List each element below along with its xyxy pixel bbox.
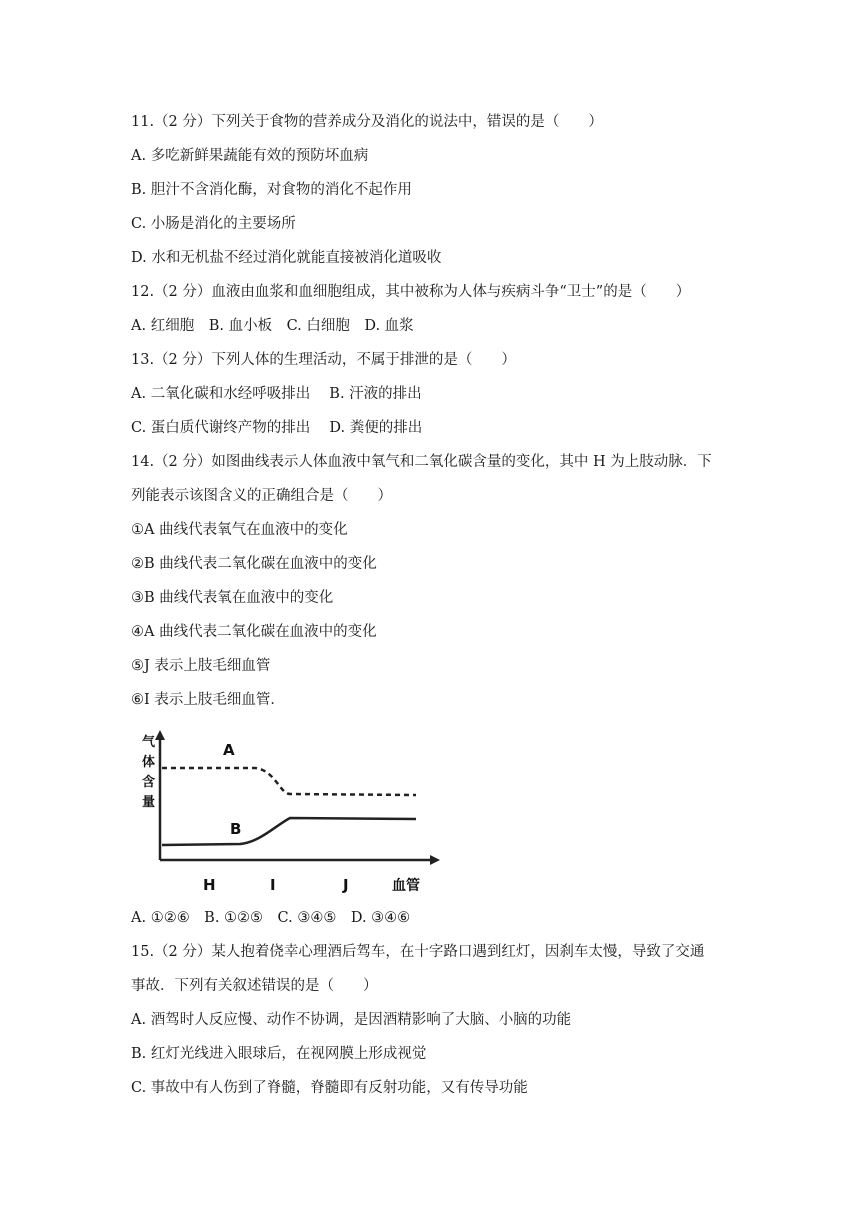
question-14-statement-4: ④A 曲线代表二氧化碳在血液中的变化 xyxy=(131,624,377,640)
question-13-stem: 13.（2 分）下列人体的生理活动，不属于排泄的是（ ） xyxy=(131,352,516,368)
question-11-option-c: C. 小肠是消化的主要场所 xyxy=(131,216,296,232)
question-15-stem-line-1: 15.（2 分）某人抱着侥幸心理酒后驾车，在十字路口遇到红灯，因刹车太慢，导致了交通 xyxy=(131,944,705,960)
curve-a-label: A xyxy=(223,741,235,759)
question-11-option-b: B. 胆汁不含消化酶，对食物的消化不起作用 xyxy=(131,182,412,198)
x-tick-i: I xyxy=(270,876,276,894)
curve-a xyxy=(162,768,416,795)
question-14-statement-1: ①A 曲线代表氧气在血液中的变化 xyxy=(131,522,348,538)
question-15-option-c: C. 事故中有人伤到了脊髓，脊髓即有反射功能，又有传导功能 xyxy=(131,1080,528,1096)
curve-b xyxy=(162,818,416,845)
question-15-option-a: A. 酒驾时人反应慢、动作不协调，是因酒精影响了大脑、小脑的功能 xyxy=(131,1012,572,1028)
x-axis-arrow-icon xyxy=(430,855,440,865)
question-14-stem-line-2: 列能表示该图含义的正确组合是（ ） xyxy=(131,488,392,504)
question-14-statement-5: ⑤J 表示上肢毛细血管 xyxy=(131,658,271,674)
question-11-option-d: D. 水和无机盐不经过消化就能直接被消化道吸收 xyxy=(131,250,442,266)
question-11-option-a: A. 多吃新鲜果蔬能有效的预防坏血病 xyxy=(131,148,369,164)
question-14-statement-2: ②B 曲线代表二氧化碳在血液中的变化 xyxy=(131,556,377,572)
x-tick-j: J xyxy=(343,876,349,894)
y-axis-label-char-4: 量 xyxy=(142,795,156,810)
question-14-options: A. ①②⑥ B. ①②⑤ C. ③④⑤ D. ③④⑥ xyxy=(131,910,411,926)
question-13-options-row-2: C. 蛋白质代谢终产物的排出 D. 粪便的排出 xyxy=(131,420,423,436)
question-11-stem: 11.（2 分）下列关于食物的营养成分及消化的说法中，错误的是（ ） xyxy=(131,114,603,130)
x-tick-h: H xyxy=(203,876,216,894)
question-12-stem: 12.（2 分）血液由血浆和血细胞组成，其中被称为人体与疾病斗争“卫士”的是（ ） xyxy=(131,284,691,300)
y-axis-label-char-3: 含 xyxy=(142,775,156,790)
gas-content-figure xyxy=(140,728,460,898)
question-14-statement-6: ⑥I 表示上肢毛细血管． xyxy=(131,692,285,708)
curve-b-label: B xyxy=(230,820,242,838)
y-axis-label-char-1: 气 xyxy=(142,735,156,750)
x-axis-label: 血管 xyxy=(392,878,420,894)
question-14-statement-3: ③B 曲线代表氧在血液中的变化 xyxy=(131,590,334,606)
question-15-stem-line-2: 事故．下列有关叙述错误的是（ ） xyxy=(131,978,378,994)
y-axis-arrow-icon xyxy=(155,730,165,740)
question-15-option-b: B. 红灯光线进入眼球后，在视网膜上形成视觉 xyxy=(131,1046,427,1062)
question-14-stem-line-1: 14.（2 分）如图曲线表示人体血液中氧气和二氧化碳含量的变化，其中 H 为上肢动脉．下 xyxy=(131,454,712,470)
gas-content-chart xyxy=(140,728,460,898)
y-axis-label-char-2: 体 xyxy=(142,755,156,770)
question-13-options-row-1: A. 二氧化碳和水经呼吸排出 B. 汗液的排出 xyxy=(131,386,422,402)
question-12-options: A. 红细胞 B. 血小板 C. 白细胞 D. 血浆 xyxy=(131,318,414,334)
